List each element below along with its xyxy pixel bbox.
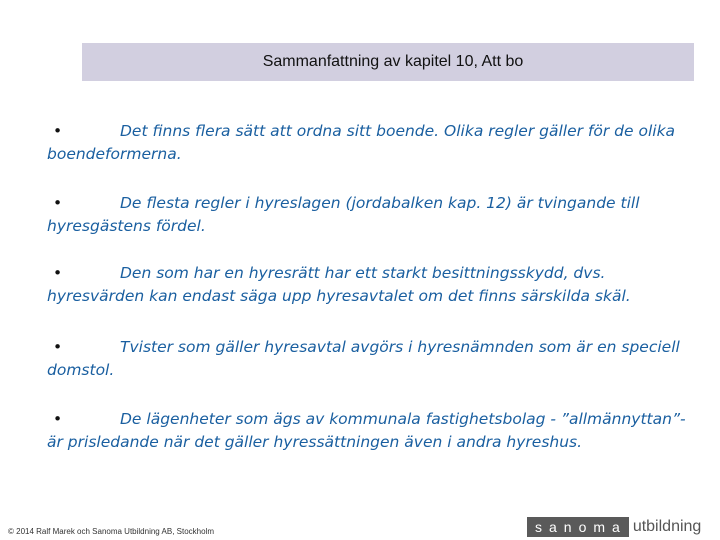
copyright-notice: © 2014 Ralf Marek och Sanoma Utbildning AB, Stockholm [8,527,214,536]
list-item [47,408,687,454]
list-item-text: Den som har en hyresrätt har ett starkt besittningsskydd, dvs. hyresvärden kan endast säga upp hyresavtalet om det finns särskilda skäl. [47,264,631,305]
bullet-marker: • [53,194,63,212]
bullet-marker: • [53,410,63,428]
logo-sanoma: sanoma [527,517,629,537]
list-item [47,336,687,382]
bullet-marker: • [53,338,63,356]
bullet-marker: • [53,122,63,140]
logo-utbildning: utbildning [632,518,702,535]
list-item [47,262,687,308]
bullet-marker: • [53,264,63,282]
list-item-text: Det finns flera sätt att ordna sitt boende. Olika regler gäller för de olika boendeformerna. [47,122,676,163]
list-item [47,192,687,238]
publisher-logo [527,517,701,537]
title-banner [82,43,694,81]
list-item [47,120,687,166]
list-item-text: De flesta regler i hyreslagen (jordabalken kap. 12) är tvingande till hyresgästens fördel. [47,194,640,235]
list-item-text: Tvister som gäller hyresavtal avgörs i hyresnämnden som är en speciell domstol. [47,338,680,379]
page-title: Sammanfattning av kapitel 10, Att bo [262,53,524,70]
list-item-text: De lägenheter som ägs av kommunala fastighetsbolag - ”allmännyttan”- är prisledande när det gäller hyressättningen även i andra hyreshus. [47,410,686,451]
